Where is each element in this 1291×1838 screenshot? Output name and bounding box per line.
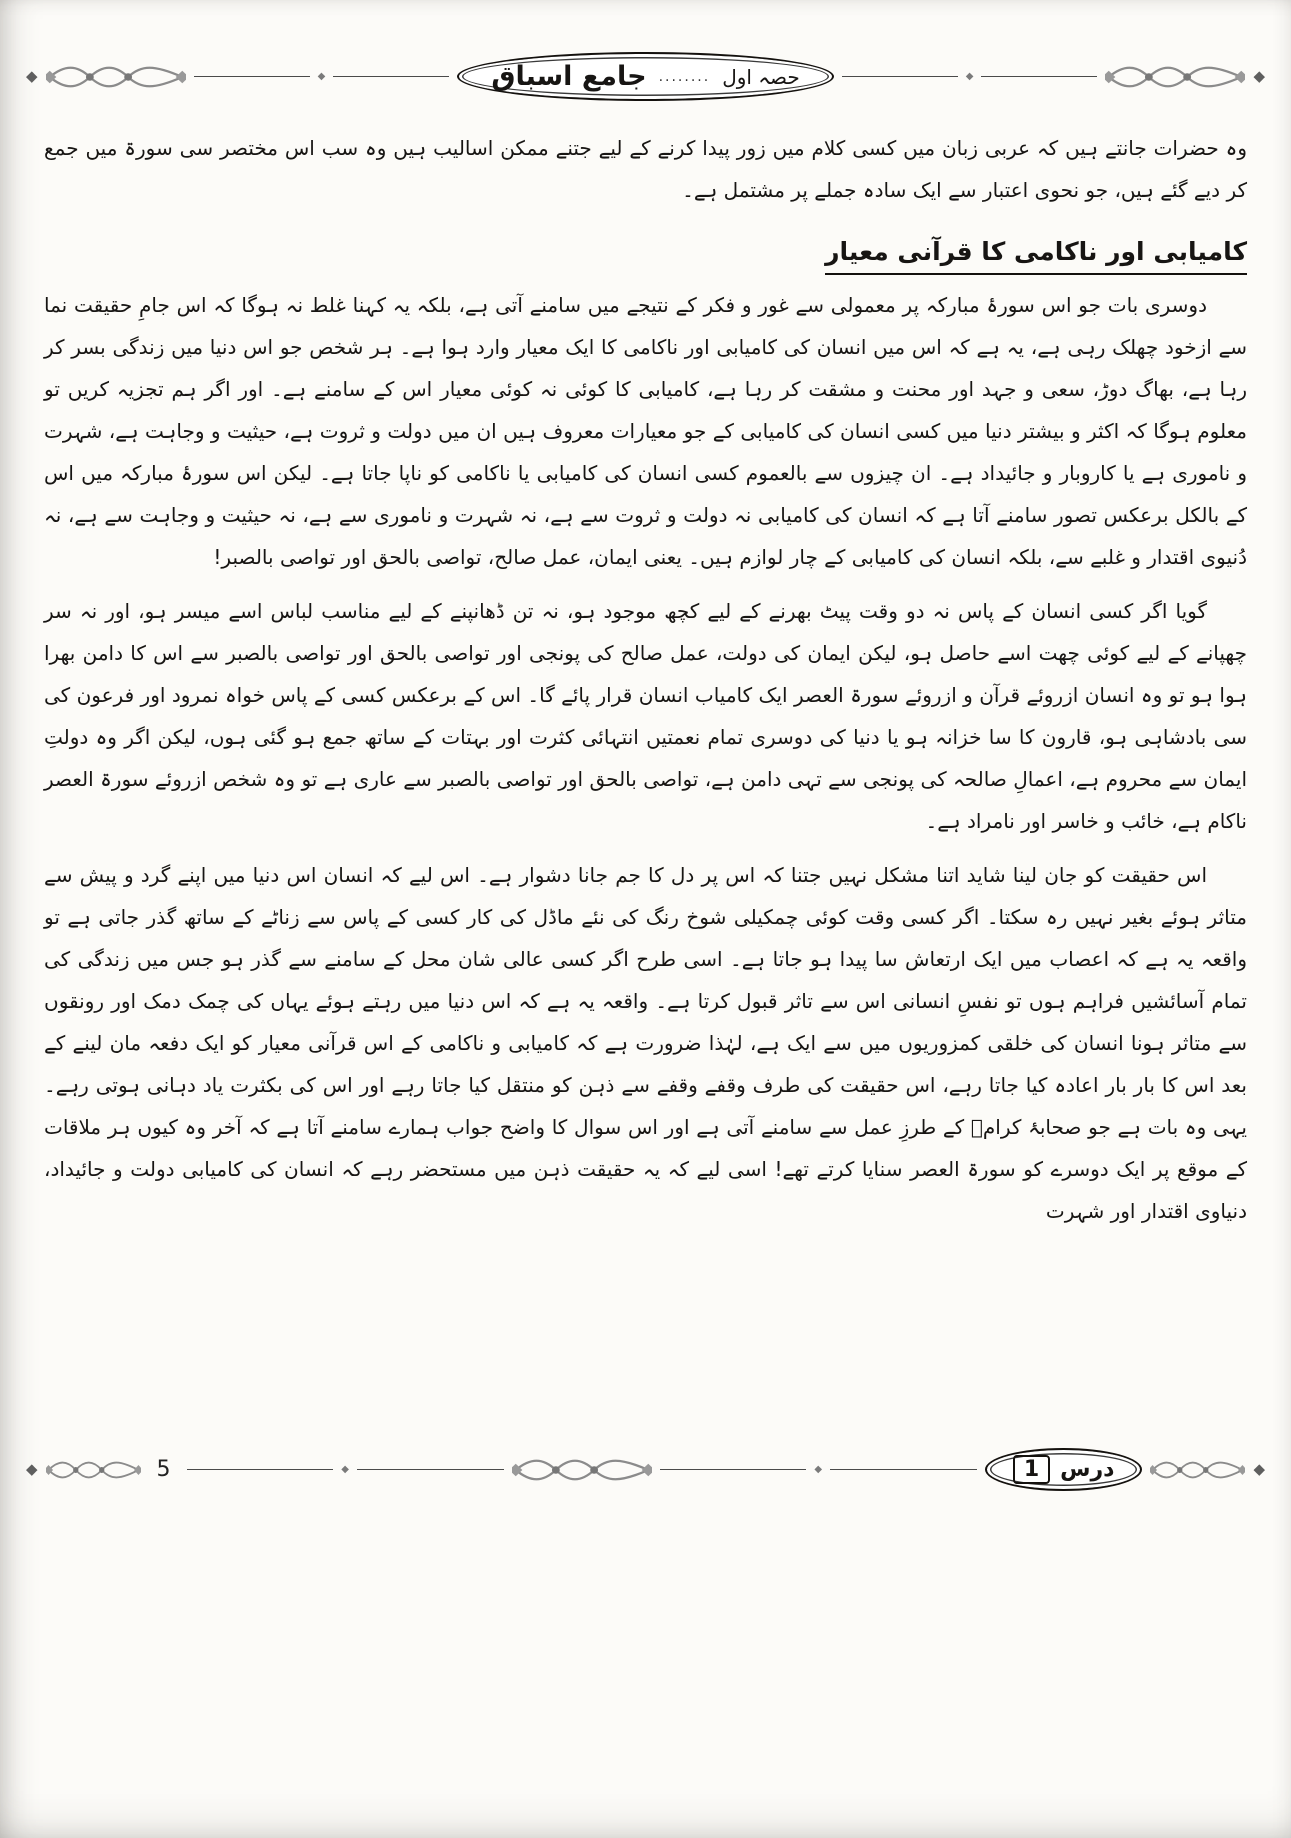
- floral-ornament-icon: [1150, 1458, 1245, 1482]
- paragraph: اس حقیقت کو جان لینا شاید اتنا مشکل نہیں جتنا کہ اس پر دل کا جم جانا دشوار ہے۔ اس لیے کہ انسان اس دنیا میں اپنے گرد و پیش سے متاثر ہوئے بغیر نہیں رہ سکتا۔ اگر کسی وقت کوئی چمکیلی شوخ رنگ کی نئے ماڈل کی کار کسی کے پاس سے زناٹے کے ساتھ گذر جاتی ہے تو واقعہ یہ ہے کہ اعصاب میں ایک ارتعاش سا پیدا ہو جاتا ہے۔ اسی طرح اگر کسی عالی شان محل کے سامنے سے گذر ہو جس میں زندگی کی تمام آسائشیں فراہم ہوں تو نفسِ انسانی اس سے تاثر قبول کرتا ہے۔ واقعہ یہ ہے کہ اس دنیا میں رہتے ہوئے یہاں کی چمک دمک اور رونقوں سے متاثر ہونا انسان کی خلقی کمزوریوں میں سے ایک ہے، لہٰذا ضرورت ہے کہ کامیابی و ناکامی کے اس قرآنی معیار کو ایک دفعہ مان لینے کے بعد اس کا بار بار اعادہ کیا جاتا رہے، اس حقیقت کی طرف وقفے وقفے سے ذہن کو منتقل کیا جاتا رہے اور اس کی بکثرت یاد دہانی ہوتی رہے۔ یہی وہ بات ہے جو صحابۂ کرامؓ کے طرزِ عمل سے سامنے آتی ہے اور اس سوال کا واضح جواب ہمارے سامنے آتا ہے کہ آخر وہ کیوں ہر ملاقات کے موقع پر ایک دوسرے کو سورۃ العصر سنایا کرتے تھے! اسی لیے کہ یہ حقیقت ذہن میں مستحضر رہے کہ انسان کی کامیابی دولت و جائیداد، دنیاوی اقتدار اور شہرت: [44, 863, 1247, 1223]
- page-text: [0, 101, 1291, 1232]
- lesson-number: 1: [1013, 1455, 1050, 1484]
- paragraph: دوسری بات جو اس سورۂ مبارکہ پر معمولی سے غور و فکر کے نتیجے میں سامنے آتی ہے، بلکہ یہ کہنا غلط نہ ہوگا کہ اس جامِ حقیقت نما سے ازخود چھلک رہی ہے، یہ ہے کہ اس میں انسان کی کامیابی اور ناکامی کا ایک معیار وارد ہوا ہے۔ ہر شخص جو اس دنیا میں زندگی بسر کر رہا ہے، بھاگ دوڑ، سعی و جہد اور محنت و مشقت کر رہا ہے، کامیابی کا کوئی نہ کوئی معیار اس کے سامنے ہے۔ اور اگر ہم تجزیہ کریں تو معلوم ہوگا کہ اکثر و بیشتر دنیا میں کسی انسان کی کامیابی کے جو معیارات معروف ہیں ان میں دولت و ثروت ہے، حیثیت و وجاہت ہے، شہرت و ناموری ہے یا کاروبار و جائیداد ہے۔ ان چیزوں سے بالعموم کسی انسان کی کامیابی یا ناکامی کو ناپا جاتا ہے۔ لیکن اس سورۂ مبارکہ میں اس کے بالکل برعکس تصور سامنے آتا ہے کہ انسان کی کامیابی نہ دولت و ثروت سے ہے، نہ شہرت و ناموری سے ہے، نہ حیثیت و وجاہت سے ہے، نہ دُنیوی اقتدار و غلبے سے، بلکہ انسان کی کامیابی کے چار لوازم ہیں۔ یعنی ایمان، عمل صالح، تواصی بالحق اور تواصی بالصبر!: [44, 293, 1247, 569]
- rule-line: [194, 76, 310, 77]
- part-label: حصہ اول: [722, 64, 800, 89]
- rule-line: [842, 76, 958, 77]
- diamond-icon: ◆: [965, 70, 974, 82]
- diamond-icon: ◆: [814, 1463, 823, 1475]
- diamond-icon: ◆: [26, 67, 38, 85]
- floral-ornament-icon: [1105, 62, 1245, 92]
- header-ornament-band: [0, 0, 1291, 101]
- diamond-icon: ◆: [341, 1463, 349, 1475]
- rule-line: [981, 76, 1097, 77]
- section-heading-text: کامیابی اور ناکامی کا قرآنی معیار: [825, 237, 1247, 275]
- lesson-cartouche: [985, 1448, 1143, 1491]
- floral-ornament-icon: [512, 1455, 652, 1485]
- lesson-label: درس: [1060, 1457, 1115, 1482]
- rule-line: [357, 1469, 504, 1470]
- floral-ornament-icon: [46, 1458, 141, 1482]
- rule-line: [333, 76, 449, 77]
- rule-line: [830, 1469, 977, 1470]
- book-title: جامع اسباق: [491, 61, 647, 92]
- floral-ornament-icon: [46, 62, 186, 92]
- section-heading: [44, 237, 1247, 266]
- separator-dots: ........: [658, 68, 711, 85]
- paragraph: وہ حضرات جانتے ہیں کہ عربی زبان میں کسی کلام میں زور پیدا کرنے کے لیے جتنے ممکن اسالیب ہیں وہ سب اس مختصر سی سورۃ میں جمع کر دیے گئے ہیں، جو نحوی اعتبار سے ایک سادہ جملے پر مشتمل ہے۔: [44, 136, 1247, 202]
- diamond-icon: ◆: [317, 70, 326, 82]
- rule-line: [660, 1469, 807, 1470]
- header-title-cartouche: [457, 52, 833, 101]
- diamond-icon: ◆: [26, 1460, 38, 1478]
- paragraph: گویا اگر کسی انسان کے پاس نہ دو وقت پیٹ بھرنے کے لیے کچھ موجود ہو، نہ تن ڈھانپنے کے لیے مناسب لباس اسے میسر ہو، اور نہ سر چھپانے کے لیے کوئی چھت اسے حاصل ہو، لیکن ایمان کی دولت، عمل صالح کی پونجی اور تواصی بالحق اور تواصی بالصبر سے اس کا دامن بھرا ہوا ہو تو وہ انسان ازروئے قرآن و ازروئے سورۃ العصر ایک کامیاب انسان قرار پائے گا۔ اس کے برعکس کسی کے پاس خواہ نمرود اور فرعون کی سی بادشاہی ہو، قارون کا سا خزانہ ہو یا دنیا کی دوسری تمام نعمتیں انتہائی کثرت اور بہتات کے ساتھ جمع ہو گئی ہوں، لیکن اگر وہ دولتِ ایمان سے محروم ہے، اعمالِ صالحہ کی پونجی سے تہی دامن ہے، تواصی بالحق اور تواصی بالصبر سے عاری ہے تو وہ شخص ازروئے سورۃ العصر ناکام ہے، خائب و خاسر اور نامراد ہے۔: [44, 599, 1247, 833]
- footer-ornament-band: [0, 1448, 1291, 1491]
- diamond-icon: ◆: [1253, 67, 1266, 85]
- diamond-icon: ◆: [1253, 1460, 1265, 1478]
- page-number: 5: [156, 1457, 171, 1482]
- rule-line: [187, 1469, 334, 1470]
